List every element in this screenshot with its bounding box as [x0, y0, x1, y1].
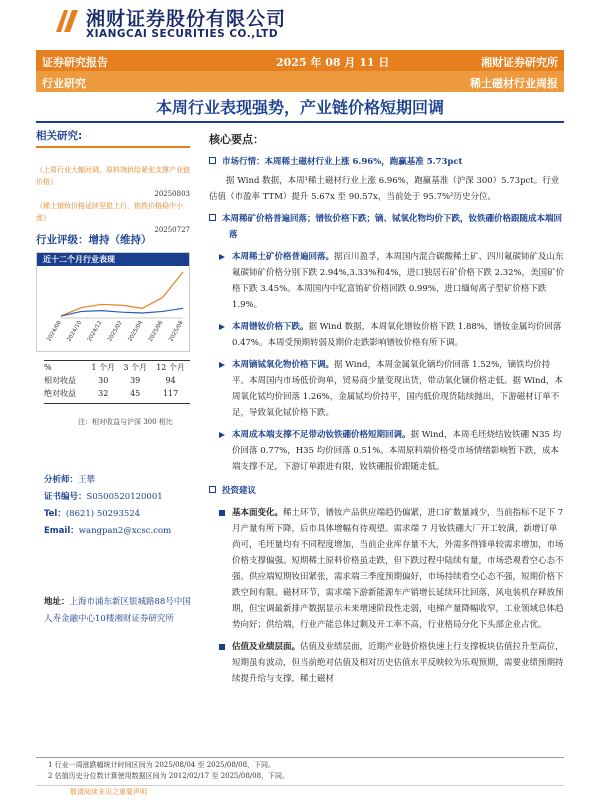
footnote-divider: [36, 757, 564, 758]
x-tick-label: 2024/12: [86, 320, 104, 343]
key-points-title: 核心要点：: [209, 133, 264, 146]
chart-plot: [37, 266, 189, 352]
section-prices: 本周稀矿价格普遍回落；镨钕价格下跌；镝、铽氧化物均价下跌，钕铁硼价格跟随成本端回落: [209, 211, 565, 243]
advice-item: 估值及业绩层面。估值及业绩层面，近期产业链价格快速上行支撑板块估值拉升至高位，短期虽有波动，但当前绝对估值及相对历史估值水平反映较为乐观预期，需要业绩预期持续提升给与支撑，稀土磁材: [209, 639, 565, 687]
report-series: 稀土磁材行业周报: [470, 77, 558, 90]
industry-rating: 行业评级：增持（维持）: [36, 234, 152, 246]
related-item[interactable]: 《稀土镨钕价格延续坚挺上行，锆铁价格稳中小涨》 20250727: [36, 202, 190, 234]
related-research: [36, 128, 190, 236]
analyst-info: 分析师：王攀 证书编号：S0500520120001 Tel：(8621) 50293524 Email：wangpan2@xcsc.com: [44, 475, 172, 536]
square-bullet-icon: [209, 157, 216, 164]
chart-title: 近十二个月行业表现: [37, 253, 189, 266]
performance-chart: [36, 252, 190, 352]
analyst-name: 王攀: [78, 475, 96, 485]
table-row: 绝对收益 32 45 117: [44, 389, 179, 398]
address-block: 地址：上海市浦东新区银城路88号中国人寿金融中心10楼湘财证券研究所: [44, 597, 191, 624]
table-bottom-rule: [44, 403, 190, 404]
main-content: [209, 132, 565, 687]
section-advice: 投资建议: [209, 483, 565, 499]
report-type: 证券研究报告: [42, 56, 108, 69]
square-bullet-icon: [209, 486, 216, 493]
price-item: 本周镨钕价格下跌。据 Wind 数据，本周氧化镨钕价格下跌 1.88%，镨钕金属均价回落 0.47%。本周受预期转弱及期价走跌影响镨钕价格有所下调。: [209, 319, 565, 351]
x-tick-label: 2025/02: [107, 320, 124, 343]
series-line: [61, 272, 183, 316]
related-item[interactable]: 《上周行业大幅回调，原料端供给紧张支撑产业链价格》 20250803: [36, 166, 190, 198]
analyst-email[interactable]: wangpan2@xcsc.com: [78, 526, 172, 536]
advice-item: 基本面变化。稀土环节，镨钕产品供应端趋仍偏紧，进口矿数量减少，当前指标不足下 7 月产量有所下降，后市具体增幅有待观望。需求端 7 月钕铁硼大厂开工较满，新增订单尚可，毛坯量均有不同程度增加，当前企业库存量不大，外需多得锋单较需求增加，市场价格支撑偏强。短期稀土原料价格虽走跌，但下跌过程中陆续有量，市场恐观看空心态不强。供应端短期钕田紧张，需求端三季度预期偏好，市场持续看空心态不强，短期价格下跌空间有限。磁材环节，需求端下游新能源车产销增长延续环比回落，风电装机存释放预期，但宝调最新排产数据显示未来增速阶段性走弱，电梯产量降幅收窄，工业领域总体趋势向好；供给端，行业产能总体过剩及开工率不高，行业格局分化下头部企业占优。: [209, 505, 565, 633]
footnote: 1 行业一周涨跌幅统计时间区间为 2025/08/04 至 2025/08/08，下同。: [48, 761, 276, 769]
address-text: 上海市浦东新区银城路88号中国人寿金融中心10楼湘财证券研究所: [44, 597, 191, 624]
table-header-row: % 1 个月 3 个月 12 个月: [44, 363, 185, 372]
square-bullet-icon: [209, 214, 216, 221]
performance-table: [44, 361, 190, 400]
logo-chinese: 湘财证券股份有限公司: [86, 8, 287, 30]
analyst-phone: (8621) 50293524: [65, 509, 141, 519]
disclaimer: 敬请阅读末页之重要声明: [70, 788, 147, 796]
x-tick-label: 2024/10: [66, 320, 84, 343]
x-tick-label: 2025/08: [168, 320, 185, 343]
institute-name: 湘财证券研究所: [481, 56, 558, 69]
company-logo-icon: [52, 6, 82, 36]
x-tick-label: 2025/06: [147, 320, 165, 343]
related-divider: [36, 146, 190, 148]
related-title: 相关研究:: [36, 130, 83, 142]
header-band-bottom: [36, 71, 564, 92]
footnote: 2 估值历史分位数计算使用数据区间为 2012/02/17 至 2025/08/08，下同。: [48, 772, 290, 780]
logo-english: XIANGCAI SECURITIES CO.,LTD: [86, 28, 279, 40]
price-item: 本周镝铽氧化物价格下调。据 Wind，本周金属氧化镝均价回落 1.52%，镝铁均价持平。本周国内市场低价询单，贸易商少量变现出货，带动氧化镝价格走低。据 Wind，本周氧化铽均价回落 1.26%，金属铽均价持平，国内低价现货陆续抛出，下游磁材订单不足，导致氧化铽价格下跌。: [209, 357, 565, 421]
table-row: 相对收益 30 39 94: [44, 376, 176, 385]
certificate-number: S0500520120001: [86, 492, 163, 502]
x-tick-label: 2024/08: [46, 320, 63, 343]
research-category: 行业研究: [42, 77, 86, 90]
header-band-top: [36, 50, 564, 71]
price-item: 本周稀土矿价格普遍回落。据百川盈孚，本周国内混合碳酸稀土矿、四川氟碳铈矿及山东氟碳铈矿价格分别下跌 2.94%,3.33%和4%，进口独居石矿价格下跌 2.32%，美国矿价格下跌 3.45%。本周国内中钇富铕矿价格回跌 0.99%，进口缅甸离子型矿价格下跌 1.9%。: [209, 249, 565, 313]
section-market: 市场行情：本周稀土磁材行业上涨 6.96%，跑赢基准 5.73pct: [209, 154, 565, 170]
market-paragraph: 据 Wind 数据，本周¹稀土磁材行业上涨 6.96%，跑赢基准（沪深 300）5.73pct。行业估值（市盈率 TTM）提升 5.67x 至 90.57x，当前处于 95.7%²历史分位。: [209, 176, 560, 202]
price-item: 本周成本端支撑不足带动钕铁硼价格短期回调。据 Wind，本周毛坯烧结钕铁硼 N35 均价回落 0.77%，H35 均价回落 0.51%。本周原料端价格受市场情绪影响暂下跌，成本端支撑不足，下游订单跟进有限，钕铁硼报价跟随走低。: [209, 427, 565, 475]
table-note: 注：相对收益与沪深 300 相比: [78, 418, 173, 426]
report-date: 2025 年 08 月 11 日: [276, 56, 390, 69]
headline-divider: [36, 121, 564, 123]
report-headline: 本周行业表现强势，产业链价格短期回调: [155, 98, 444, 117]
footer-divider: [36, 785, 564, 786]
x-tick-label: 2025/04: [127, 320, 145, 343]
series-line: [61, 308, 183, 316]
